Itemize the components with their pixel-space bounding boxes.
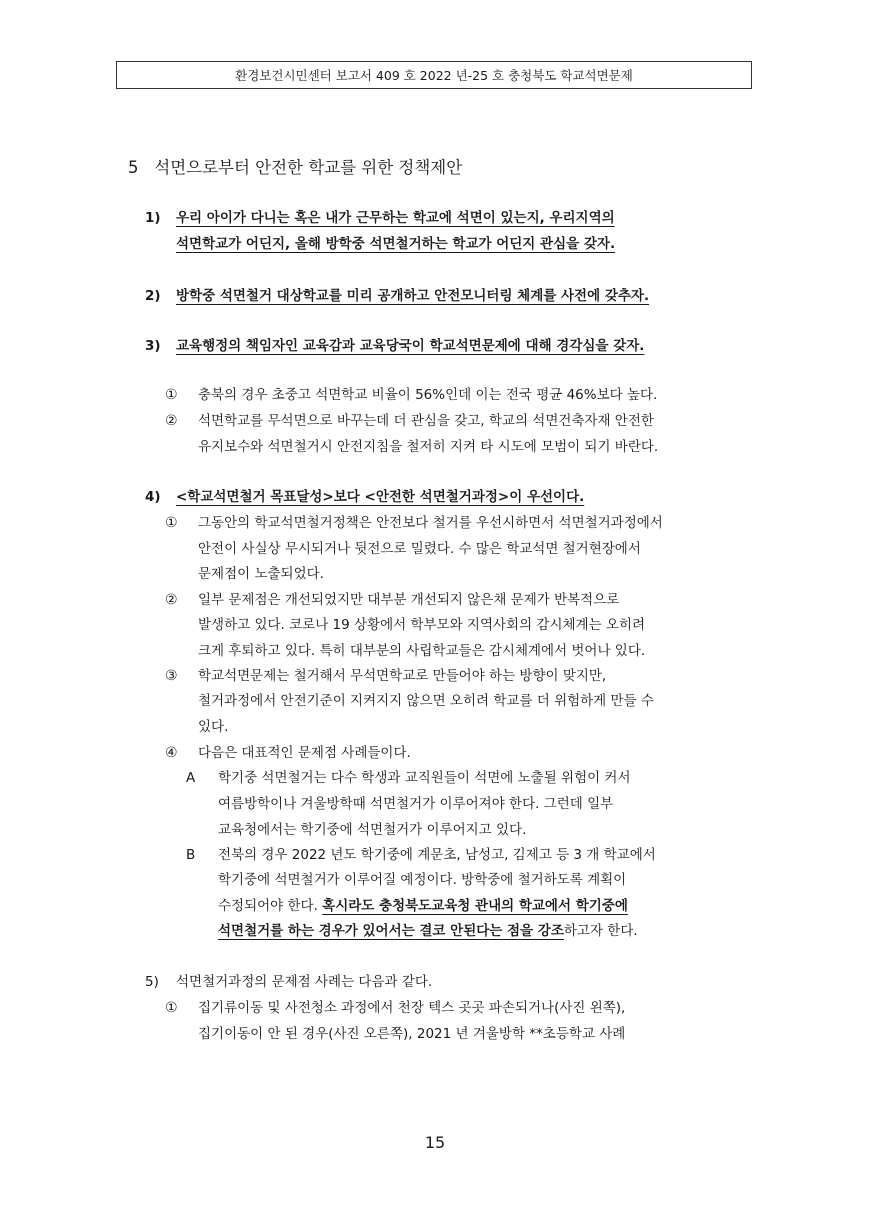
item-number: 3) [145,338,161,354]
sub-item-text: 철거과정에서 안전기준이 지켜지지 않으면 오히려 학교를 더 위험하게 만들 수 [198,693,654,709]
item-number: 5) [145,974,159,990]
case-marker: A [186,770,196,786]
sub-item-text: 학교석면문제는 철거해서 무석면학교로 만들어야 하는 방향이 맞지만, [198,668,607,684]
sub-item-marker: ② [165,413,178,429]
case-text: 교육청에서는 학기중에 석면철거가 이루어지고 있다. [218,822,527,838]
item-heading: <학교석면철거 목표달성>보다 <안전한 석면철거과정>이 우선이다. [176,489,585,505]
sub-item-text: 문제점이 노출되었다. [198,566,324,582]
report-header [116,61,752,89]
item-number: 1) [145,210,161,226]
sub-item-text: 안전이 사실상 무시되거나 뒷전으로 밀렸다. 수 많은 학교석면 철거현장에서 [198,541,641,557]
case-text: 학기중에 석면철거가 이루어질 예정이다. 방학중에 철거하도록 계획이 [218,872,627,888]
item-heading: 교육행정의 책임자인 교육감과 교육당국이 학교석면문제에 대해 경각심을 갖자. [176,338,645,354]
sub-item-text: 집기류이동 및 사전청소 과정에서 천장 텍스 곳곳 파손되거나(사진 왼쪽), [198,1000,626,1016]
case-text-plain: 하고자 한다. [563,923,638,939]
sub-item-marker: ④ [165,745,178,761]
section-title-text: 석면으로부터 안전한 학교를 위한 정책제안 [154,158,463,177]
sub-item-text: 집기이동이 안 된 경우(사진 오른쪽), 2021 년 겨울방학 **초등학교 사례 [198,1026,626,1042]
sub-item-marker: ① [165,515,178,531]
item-number: 4) [145,489,161,505]
sub-item-text: 있다. [198,719,229,735]
sub-item-marker: ② [165,592,178,608]
sub-item-text: 다음은 대표적인 문제점 사례들이다. [198,745,411,761]
item-heading: 석면철거과정의 문제점 사례는 다음과 같다. [176,974,433,990]
case-text [218,896,628,916]
case-marker: B [186,847,196,863]
sub-item-text: 유지보수와 석면철거시 안전지침을 철저히 지켜 타 시도에 모범이 되기 바란다. [198,439,659,455]
sub-item-text: 그동안의 학교석면철거정책은 안전보다 철거를 우선시하면서 석면철거과정에서 [198,515,663,531]
sub-item-text: 일부 문제점은 개선되었지만 대부분 개선되지 않은채 문제가 반복적으로 [198,592,620,608]
case-text: 전북의 경우 2022 년도 학기중에 계문초, 남성고, 김제고 등 3 개 학교에서 [218,847,656,863]
section-number: 5 [128,158,139,177]
sub-item-text: 크게 후퇴하고 있다. 특히 대부분의 사립학교들은 감시체계에서 벗어나 있다. [198,643,646,659]
sub-item-text: 발생하고 있다. 코로나 19 상황에서 학부모와 지역사회의 감시체계는 오히려 [198,617,646,633]
case-text-plain: 수정되어야 한다. [218,898,323,914]
sub-item-marker: ① [165,387,178,403]
item-heading: 방학중 석면철거 대상학교를 미리 공개하고 안전모니터링 체계를 사전에 갖추자. [176,288,650,304]
case-text: 여름방학이나 겨울방학때 석면철거가 이루어져야 한다. 그런데 일부 [218,796,614,812]
section-title [128,154,462,178]
section-gap [139,158,155,177]
sub-item-marker: ① [165,1000,178,1016]
header-text: 환경보건시민센터 보고서 409 호 2022 년-25 호 충청북도 학교석면문제 [235,68,633,83]
item-heading: 우리 아이가 다니는 혹은 내가 근무하는 학교에 석면이 있는지, 우리지역의 [176,210,615,226]
case-text-emphasis: 혹시라도 충청북도교육청 관내의 학교에서 학기중에 [322,898,628,914]
sub-item-text: 석면학교를 무석면으로 바꾸는데 더 관심을 갖고, 학교의 석면건축자재 안전한 [198,413,654,429]
case-text-emphasis: 석면철거를 하는 경우가 있어서는 결코 안된다는 점을 강조 [218,923,564,939]
sub-item-text: 충북의 경우 초중고 석면학교 비율이 56%인데 이는 전국 평균 46%보다 높다. [198,387,658,403]
item-number: 2) [145,288,161,304]
case-text [218,921,638,941]
page-number: 15 [424,1133,446,1152]
item-heading: 석면학교가 어딘지, 올해 방학중 석면철거하는 학교가 어딘지 관심을 갖자. [176,236,616,252]
sub-item-marker: ③ [165,668,178,684]
case-text: 학기중 석면철거는 다수 학생과 교직원들이 석면에 노출될 위험이 커서 [218,770,631,786]
